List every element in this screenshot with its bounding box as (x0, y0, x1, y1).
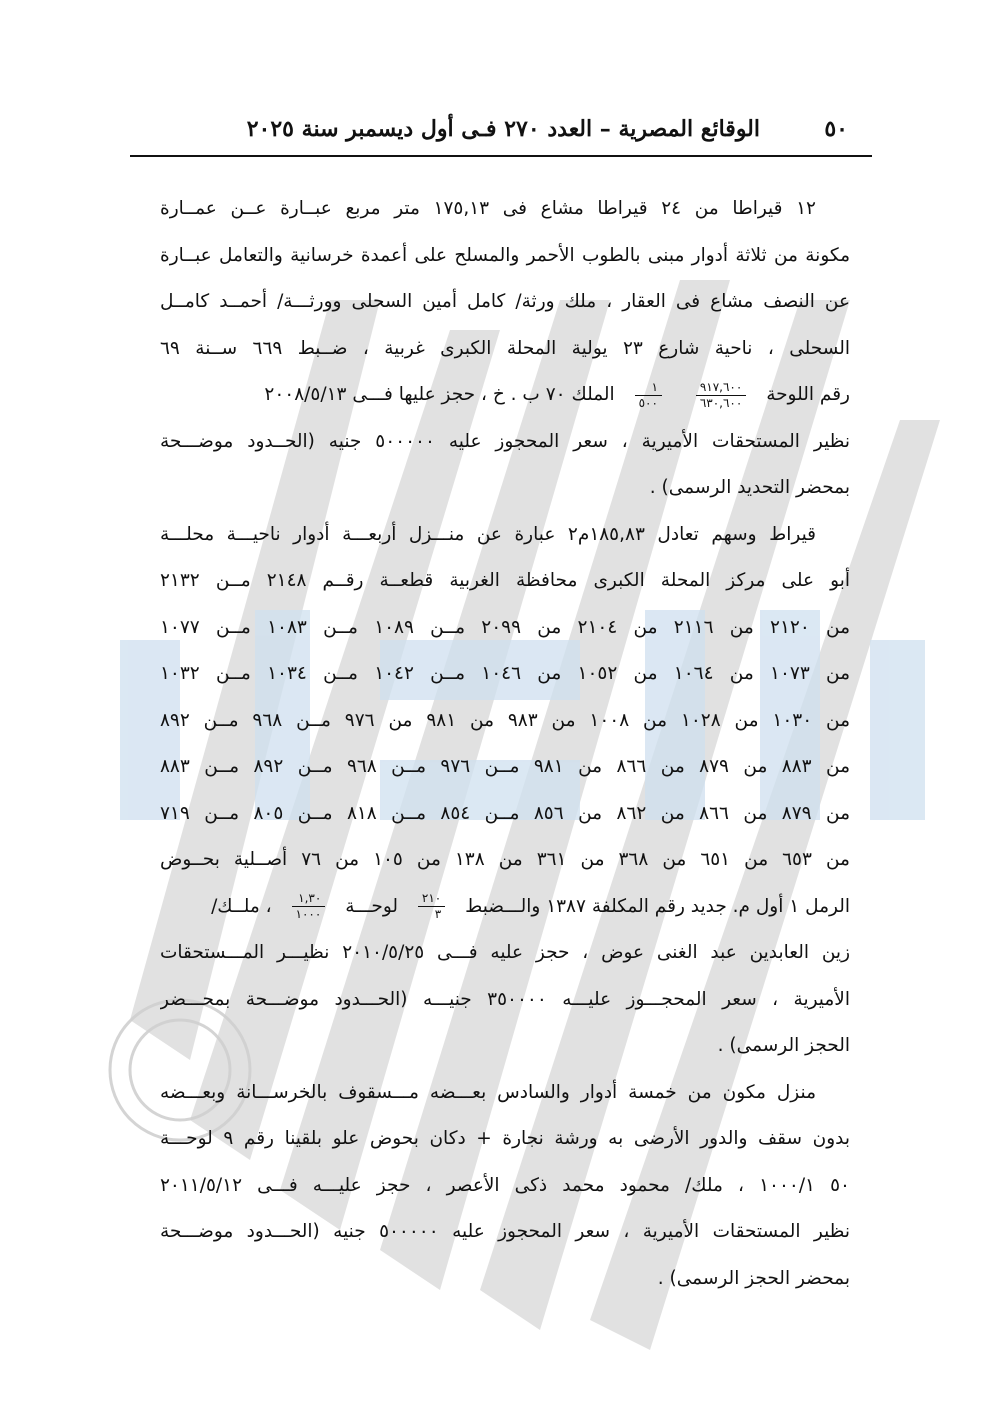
page-number: ٥٠ (824, 116, 848, 142)
text-line: ١٢ قيراطا من ٢٤ قيراطا مشاع فى ١٧٥,١٣ متر مربع عبــارة عــن عمــارة (160, 198, 816, 219)
text-line: بدون سقف والدور الأرضى به ورشة نجارة + دكان بحوض علو بلقينا رقم ٩ لوحـــة (160, 1128, 850, 1149)
text-segment: ، ملــك/ (211, 895, 272, 917)
text-line: بمحضر الحجز الرسمى) . (657, 1267, 850, 1289)
text-segment: الملك ٧٠ ب . خ ، حجز عليها فـــى ٢٠٠٨/٥/١٣ (264, 384, 615, 405)
text-line: من ١٠٣٠ من ١٠٢٨ من ١٠٠٨ من ٩٨٣ من ٩٨١ من ٩٧٦ مــن ٩٦٨ مــن ٨٩٢ (160, 709, 850, 731)
fraction (418, 891, 445, 922)
text-line: من ١٠٧٣ من ١٠٦٤ من ١٠٥٢ من ١٠٤٦ مــن ١٠٤٢ مــن ١٠٣٤ مــن ١٠٣٢ (160, 663, 850, 684)
fraction-line (160, 372, 850, 419)
fraction-numerator: ١ (635, 380, 662, 396)
text-line: الأميرية ، سعر المحجـــوز عليـــه ٣٥٠٠٠٠ جنيـــه (الحـــدود موضـــحة بمحـــضر (160, 988, 850, 1010)
text-segment: الرمل ١ أول م. جديد رقم المكلفة ١٣٨٧ والـــضبط (465, 895, 850, 917)
text-line: أبو على مركز المحلة الكبرى محافظة الغربية قطعــة رقــم ٢١٤٨ مــن ٢١٣٢ (160, 570, 850, 591)
fraction-numerator: ٩١٧,٦٠٠ (696, 380, 747, 396)
text-line: السحلى ، ناحية شارع ٢٣ يولية المحلة الكبرى غربية ، ضــبط ٦٦٩ ســنة ٦٩ (160, 337, 850, 359)
text-line: مكونة من ثلاثة أدوار مبنى بالطوب الأحمر والمسلح على أعمدة خرسانية والتعامل عبــارة (160, 244, 850, 266)
fraction-denominator: ٦٣٠,٦٠٠ (699, 395, 743, 410)
text-line: الحجز الرسمى) . (717, 1035, 850, 1056)
fraction-numerator: ٢١٠ (418, 891, 445, 907)
fraction-denominator: ٣ (434, 907, 442, 921)
text-line: من ٢١٢٠ من ٢١١٦ من ٢١٠٤ من ٢٠٩٩ مــن ١٠٨٩ مــن ١٠٨٣ مــن ١٠٧٧ (160, 616, 850, 638)
fraction-denominator: ١٠٠٠ (295, 907, 322, 921)
fraction (696, 380, 747, 411)
header-rule (130, 155, 872, 157)
text-line: منزل مكون من خمسة أدوار والسادس بعـــضه مـــسقوف بالخرســـانة وبعـــضه (160, 1081, 816, 1103)
fraction-numerator: ١,٣٠ (292, 891, 326, 907)
gazette-title: الوقائع المصرية – العدد ٢٧٠ فـى أول ديسمبر سنة ٢٠٢٥ (246, 116, 760, 142)
fraction-line (160, 884, 850, 931)
text-line: قيراط وسهم تعادل ١٨٥,٨٣م٢ عبارة عن منـــزل أربعـــة أدوار ناحيـــة محلـــة (160, 523, 816, 545)
text-line: بمحضر التحديد الرسمى) . (649, 477, 850, 498)
document-body (160, 186, 850, 1302)
text-line: زين العابدين عبد الغنى عوض ، حجز عليه فـــى ٢٠١٠/٥/٢٥ نظيـــر المـــستحقات (160, 942, 850, 963)
text-line: من ٦٥٣ من ٦٥١ من ٣٦٨ من ٣٦١ من ١٣٨ من ١٠٥ من ٧٦ أصــلية بحــوض (160, 849, 850, 870)
fraction-denominator: ٥٠٠ (638, 395, 658, 410)
text-segment: رقم اللوحة (766, 384, 850, 405)
text-line: ٥٠ ١٠٠٠/١ ، ملك/ محمود محمد ذكى الأعصر ، حجز عليـــه فـــى ٢٠١١/٥/١٢ (160, 1174, 850, 1196)
fraction (635, 380, 662, 411)
page-header (130, 110, 870, 148)
text-segment: لوحـــة (345, 895, 399, 917)
text-line: من ٨٨٣ من ٨٧٩ من ٨٦٦ من ٩٨١ مــن ٩٧٦ مــن ٩٦٨ مــن ٨٩٢ مــن ٨٨٣ (160, 756, 850, 777)
text-line: نظير المستحقات الأميرية ، سعر المحجوز عليه ٥٠٠٠٠٠ جنيه (الحـــدود موضـــحة (160, 1221, 850, 1242)
fraction (292, 891, 326, 922)
text-line: من ٨٧٩ من ٨٦٦ من ٨٦٢ من ٨٥٦ مــن ٨٥٤ مــن ٨١٨ مــن ٨٠٥ مــن ٧١٩ (160, 802, 850, 824)
text-line: عن النصف مشاع فى العقار ، ملك ورثة/ كامل أمين السحلى وورثـــة/ أحمــد كامــل (160, 291, 850, 312)
text-line: نظير المستحقات الأميرية ، سعر المحجوز عليه ٥٠٠٠٠٠ جنيه (الحــدود موضـــحة (160, 430, 850, 452)
